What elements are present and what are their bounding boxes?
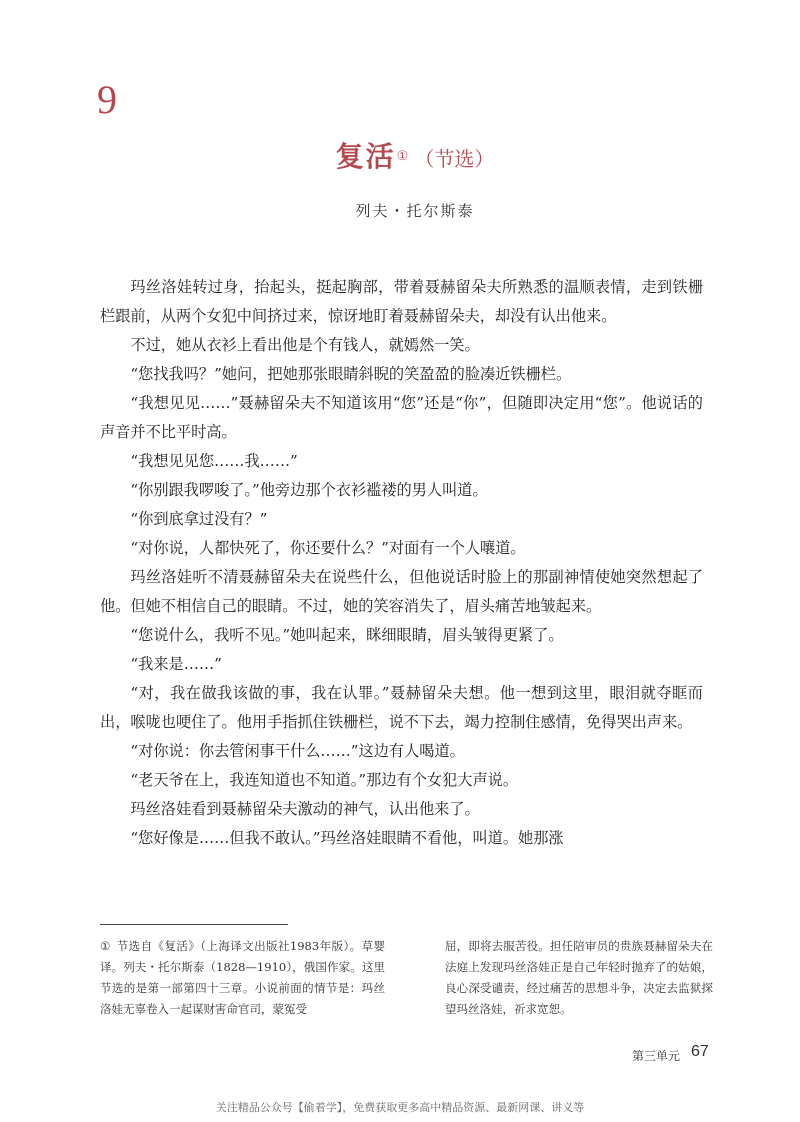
- paragraph: “我来是……”: [130, 655, 222, 673]
- watermark-text: 关注精品公众号【偷着学】，免费获取更多高中精品资源、最新网课、讲义等: [215, 1101, 585, 1114]
- page-subtitle: （节选）: [414, 147, 495, 171]
- paragraph: 不过，她从衣衫上看出他是个有钱人，就嫣然一笑。: [130, 336, 480, 354]
- paragraph: 玛丝洛娃转过身，抬起头，挺起胸部，带着聂赫留朵夫所熟悉的温顺表情，走到铁栅栏跟前，从两个女犯中间挤过来，惊讶地盯着聂赫留朵夫，却没有认出他来。: [100, 278, 703, 325]
- paragraph: 玛丝洛娃看到聂赫留朵夫激动的神气，认出他来了。: [130, 800, 480, 818]
- paragraph: “我想见见您……我……”: [130, 452, 298, 470]
- paragraph: “你到底拿过没有？”: [130, 510, 268, 528]
- paragraph: “你别跟我啰唆了。”他旁边那个衣衫褴褛的男人叫道。: [130, 481, 488, 499]
- paragraph: “您找我吗？”她问，把她那张眼睛斜睨的笑盈盈的脸凑近铁栅栏。: [130, 365, 572, 383]
- paragraph: “您好像是……但我不敢认。”玛丝洛娃眼睛不看他，叫道。她那涨: [130, 829, 564, 847]
- paragraph: “老天爷在上，我连知道也不知道。”那边有个女犯大声说。: [130, 771, 519, 789]
- footnote-text-right: 屈，即将去服苦役。担任陪审员的贵族聂赫留朵夫在法庭上发现玛丝洛娃正是自己年轻时抛弃了的姑娘，良心深受谴责，经过痛苦的思想斗争，决定去监狱探望玛丝洛娃，祈求宽恕。: [445, 939, 713, 1016]
- paragraph: “对你说：你去管闲事干什么……”这边有人喝道。: [130, 742, 465, 760]
- lesson-number: 9: [97, 77, 117, 122]
- footnote-text-left: 节选自《复活》（上海译文出版社1983年版）。草婴译。列夫・托尔斯泰（1828—1910），俄国作家。这里节选的是第一部第四十三章。小说前面的情节是：玛丝洛娃无辜卷入一起谋财害命官司，蒙冤受: [100, 939, 386, 1016]
- footnote-reference[interactable]: ①: [396, 148, 409, 164]
- article-body: [100, 273, 703, 853]
- footnote-column-right: [445, 936, 713, 1020]
- title-row: [0, 135, 800, 175]
- unit-label: 第三单元: [632, 1049, 681, 1063]
- page-number: 67: [691, 1043, 709, 1060]
- paragraph: “对你说，人都快死了，你还要什么？”对面有一个人嚷道。: [130, 539, 526, 557]
- paragraph: “我想见见……”聂赫留朵夫不知道该用“您”还是“你”，但随即决定用“您”。他说话的声音并不比平时高。: [100, 394, 703, 441]
- footnote-column-left: [100, 936, 385, 1020]
- footnote-marker: ①: [100, 939, 111, 953]
- paragraph: “对，我在做我该做的事，我在认罪。”聂赫留朵夫想。他一想到这里，眼泪就夺眶而出，喉咙也哽住了。他用手指抓住铁栅栏，说不下去，竭力控制住感情，免得哭出声来。: [100, 684, 703, 731]
- footnote-divider: [100, 924, 288, 925]
- paragraph: 玛丝洛娃听不清聂赫留朵夫在说些什么，但他说话时脸上的那副神情使她突然想起了他。但她不相信自己的眼睛。不过，她的笑容消失了，眉头痛苦地皱起来。: [100, 568, 703, 615]
- page-title: 复活: [335, 140, 396, 173]
- author-name: 列夫・托尔斯泰: [355, 202, 475, 220]
- paragraph: “您说什么，我听不见。”她叫起来，眯细眼睛，眉头皱得更紧了。: [130, 626, 564, 644]
